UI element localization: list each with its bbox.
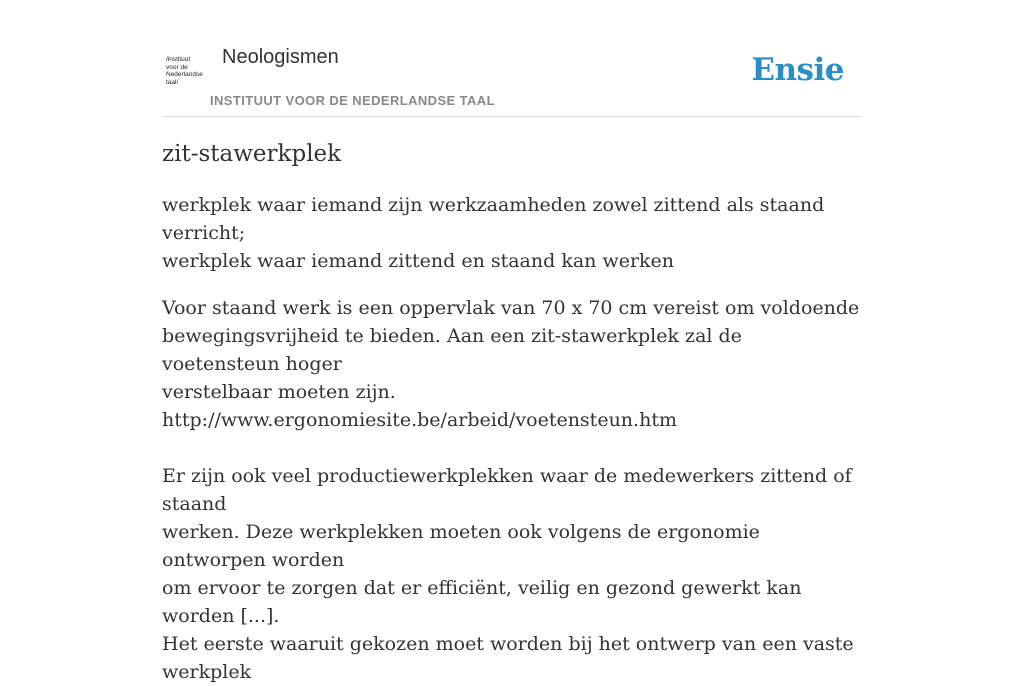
definition — [162, 191, 862, 275]
institute-name: INSTITUUT VOOR DE NEDERLANDSE TAAL — [210, 93, 495, 108]
ensie-logo[interactable]: Ensie — [751, 52, 844, 88]
entry-title: zit-stawerkplek — [162, 141, 342, 167]
entry-content — [162, 136, 862, 686]
logo-line: Nederlandse — [166, 71, 203, 78]
example-line: bewegingsvrijheid te bieden. Aan een zit-stawerkplek zal de voetensteun hoger — [162, 325, 742, 375]
definition-line: werkplek waar iemand zijn werkzaamheden zowel zittend als staand verricht; — [162, 194, 825, 244]
site-header — [162, 40, 862, 117]
example-line: werken. Deze werkplekken moeten ook volgens de ergonomie ontworpen worden — [162, 521, 760, 571]
logo-line: taal/ — [166, 78, 179, 86]
example-line: Er zijn ook veel productiewerkplekken waar de medewerkers zittend of staand — [162, 465, 852, 515]
definition-line: werkplek waar iemand zittend en staand kan werken — [162, 250, 675, 272]
example-line: verstelbaar moeten zijn. — [162, 381, 396, 403]
logo-line: /instituut — [166, 56, 191, 63]
site-title[interactable]: Neologismen — [222, 46, 339, 68]
example-line: om ervoor te zorgen dat er efficiënt, veilig en gezond gewerkt kan worden [...]. — [162, 577, 802, 627]
example-quote — [162, 294, 862, 686]
blank-line — [162, 434, 862, 462]
source-url[interactable]: http://www.ergonomiesite.be/arbeid/voetensteun.htm — [162, 409, 677, 431]
example-line: Voor staand werk is een oppervlak van 70 x 70 cm vereist om voldoende — [162, 297, 860, 319]
ivdnt-logo[interactable] — [166, 56, 208, 90]
example-line: Het eerste waaruit gekozen moet worden bij het ontwerp van een vaste werkplek — [162, 633, 854, 683]
logo-line: voor de — [166, 63, 188, 71]
